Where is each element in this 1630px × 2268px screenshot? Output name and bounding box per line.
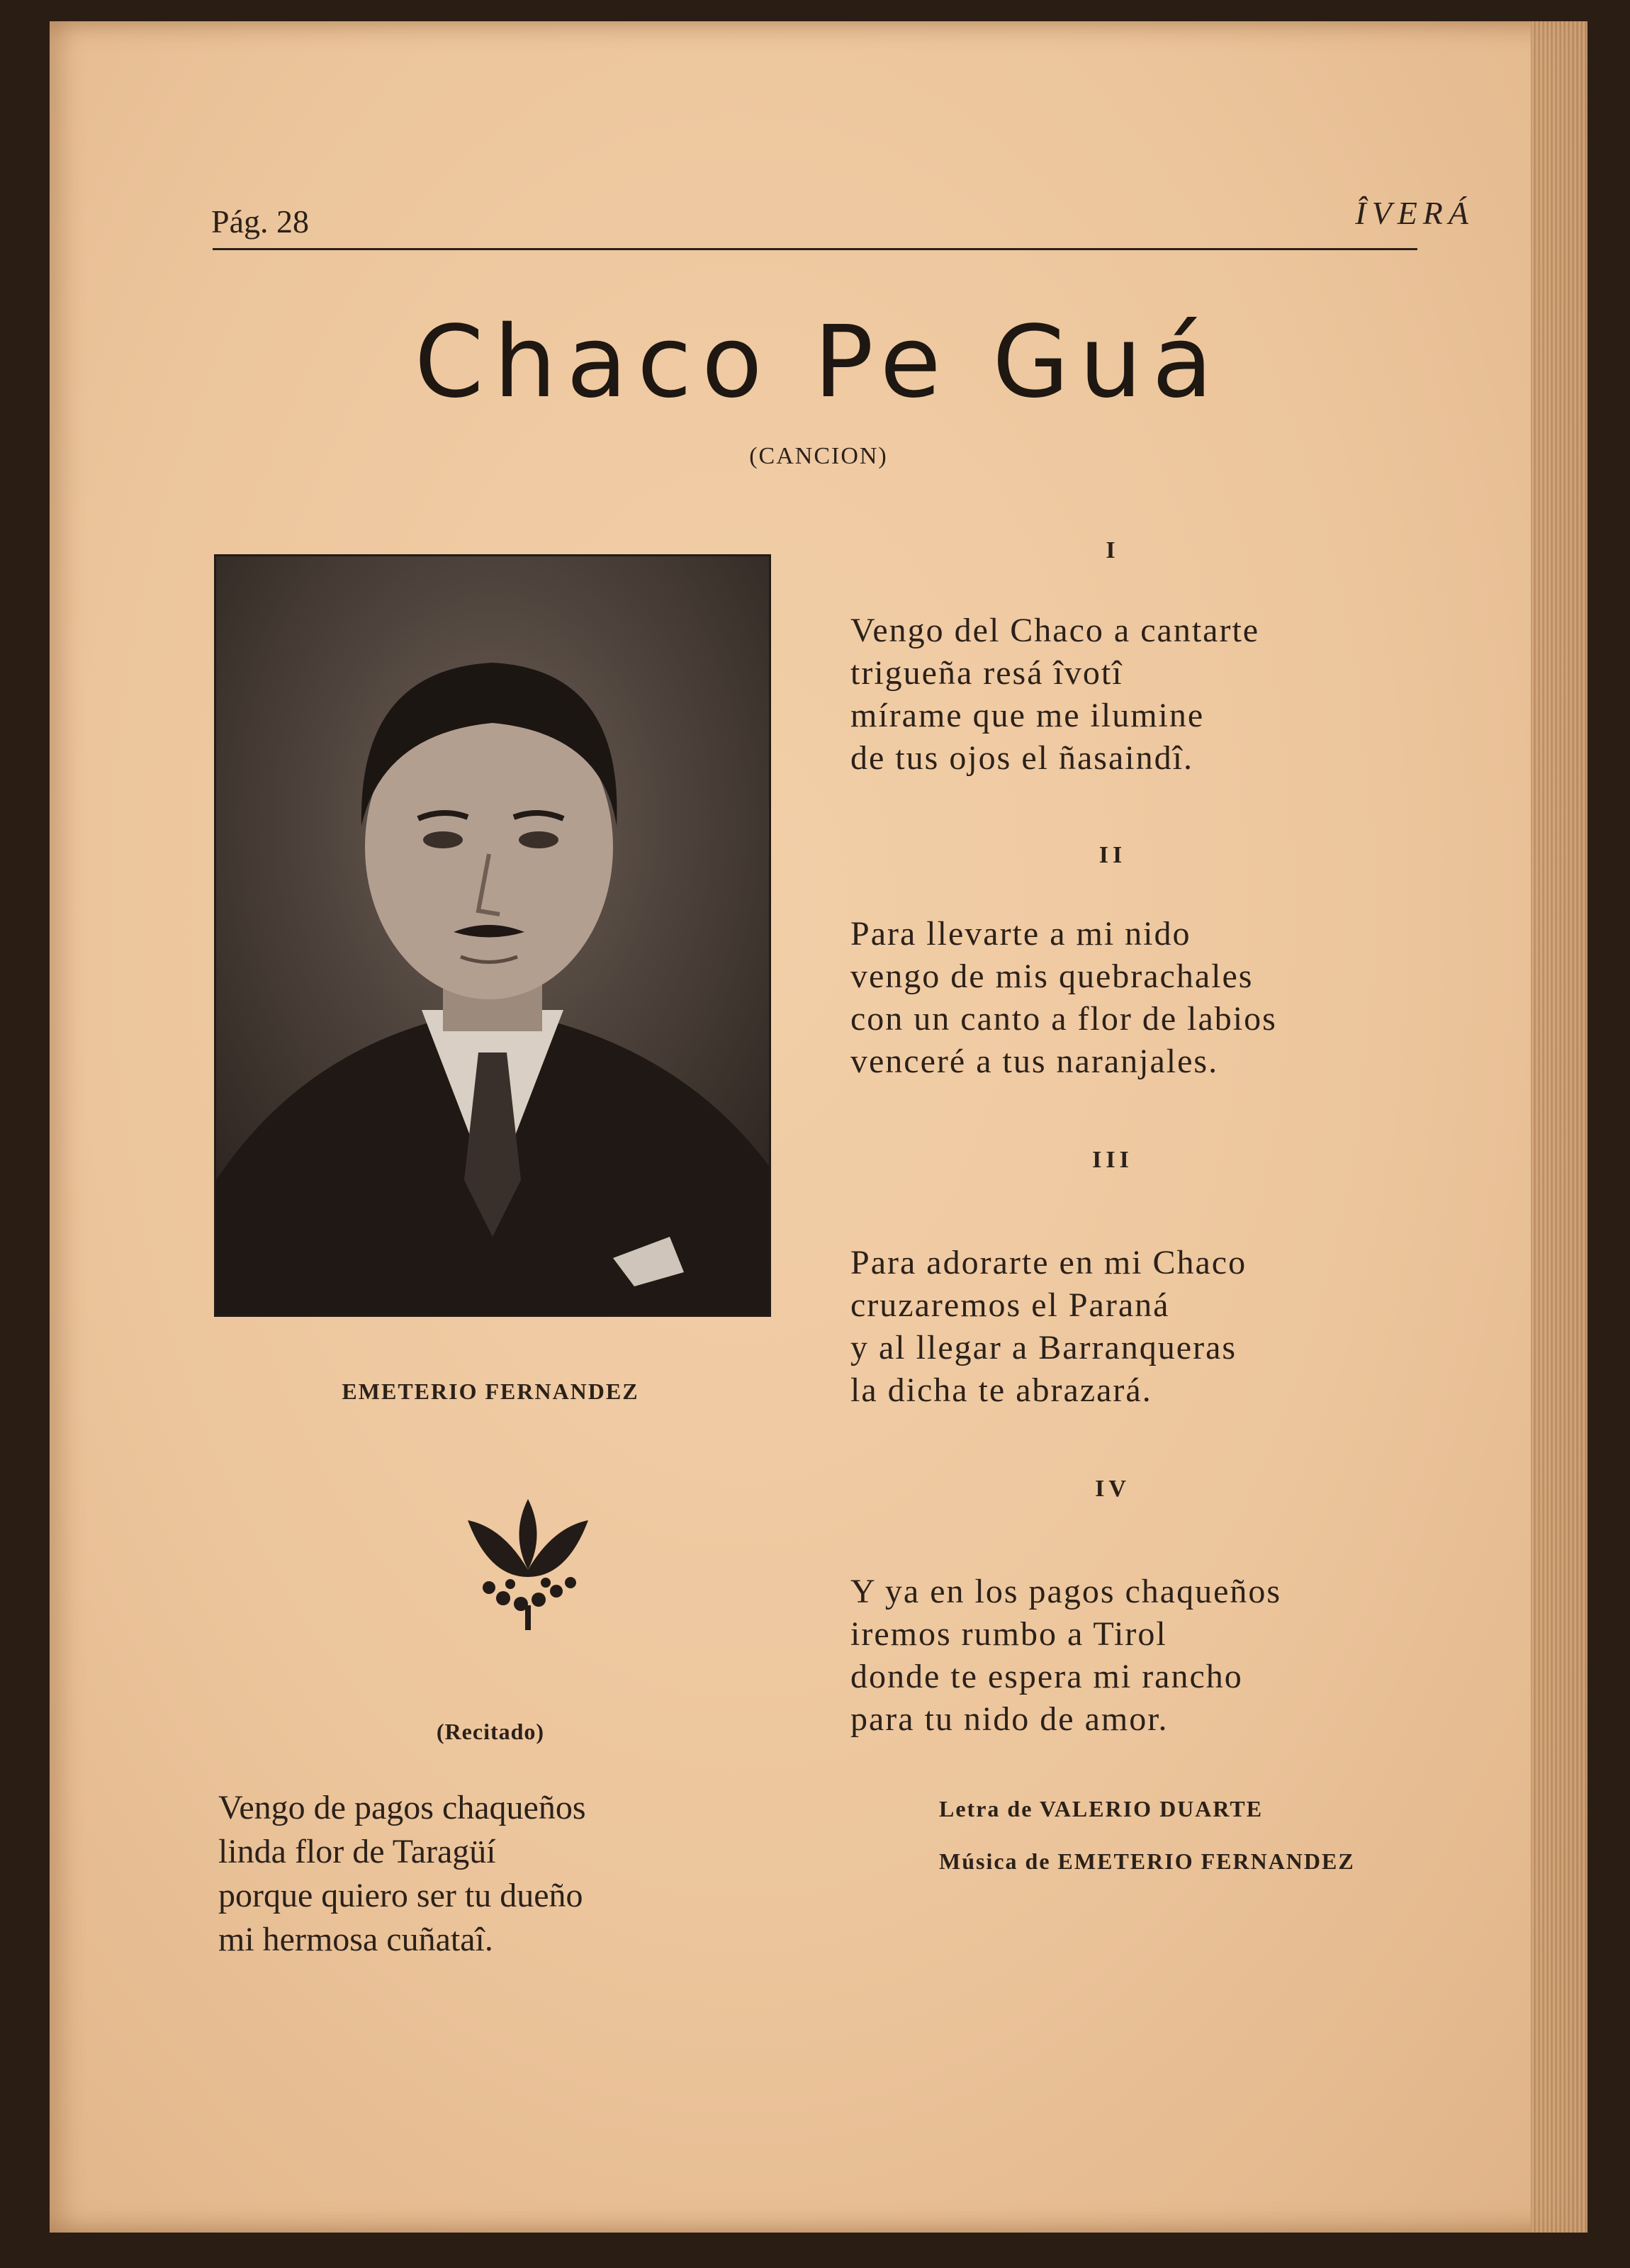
stanza-numeral-1: I xyxy=(1106,537,1120,563)
credits xyxy=(939,1783,1355,1887)
recitado-line: Vengo de pagos chaqueños xyxy=(218,1789,586,1826)
stanza-4 xyxy=(850,1571,1281,1741)
header-rule xyxy=(213,248,1417,250)
lyrics-credit: Letra de VALERIO DUARTE xyxy=(939,1796,1264,1821)
song-title: Chaco Pe Guá xyxy=(414,305,1223,420)
portrait-photo xyxy=(214,554,771,1317)
verse-line: Vengo del Chaco a cantarte xyxy=(850,612,1260,649)
verse-line: Y ya en los pagos chaqueños xyxy=(850,1573,1282,1610)
verse-line: cruzaremos el Paraná xyxy=(850,1286,1170,1324)
verse-line: la dicha te abrazará. xyxy=(850,1371,1152,1409)
music-credit: Música de EMETERIO FERNANDEZ xyxy=(939,1848,1355,1874)
verse-line: venceré a tus naranjales. xyxy=(850,1043,1219,1080)
leaf-ornament-icon xyxy=(461,1492,595,1634)
verse-line: iremos rumbo a Tirol xyxy=(850,1615,1167,1653)
recitado-line: porque quiero ser tu dueño xyxy=(218,1877,583,1914)
verse-line: donde te espera mi rancho xyxy=(850,1658,1243,1695)
stanza-2 xyxy=(850,913,1277,1083)
page-number: Pág. 28 xyxy=(211,203,309,240)
song-subtitle: (CANCION) xyxy=(749,443,888,469)
verse-line: con un canto a flor de labios xyxy=(850,1000,1277,1038)
magazine-page xyxy=(50,21,1587,2233)
stanza-numeral-4: IV xyxy=(1095,1476,1130,1502)
recitado-line: mi hermosa cuñataî. xyxy=(218,1921,493,1958)
publication-name: ÎVERÁ xyxy=(1355,195,1474,231)
stanza-3 xyxy=(850,1242,1247,1412)
verse-line: trigueña resá îvotî xyxy=(850,654,1123,692)
stanza-numeral-2: II xyxy=(1098,842,1127,868)
stanza-numeral-3: III xyxy=(1092,1147,1133,1173)
verse-line: y al llegar a Barranqueras xyxy=(850,1329,1237,1366)
verse-line: Para adorarte en mi Chaco xyxy=(850,1244,1247,1281)
verse-line: Para llevarte a mi nido xyxy=(850,915,1191,953)
verse-line: vengo de mis quebrachales xyxy=(850,958,1254,995)
photo-caption: EMETERIO FERNANDEZ xyxy=(342,1379,639,1404)
verse-line: de tus ojos el ñasaindî. xyxy=(850,739,1193,777)
verse-line: mírame que me ilumine xyxy=(850,697,1205,734)
recitado-label: (Recitado) xyxy=(436,1719,545,1744)
recitado-line: linda flor de Taragüí xyxy=(218,1833,496,1870)
recitado-verse xyxy=(218,1786,586,1962)
stanza-1 xyxy=(850,610,1259,780)
portrait-illustration xyxy=(216,556,769,1315)
verse-line: para tu nido de amor. xyxy=(850,1700,1169,1738)
